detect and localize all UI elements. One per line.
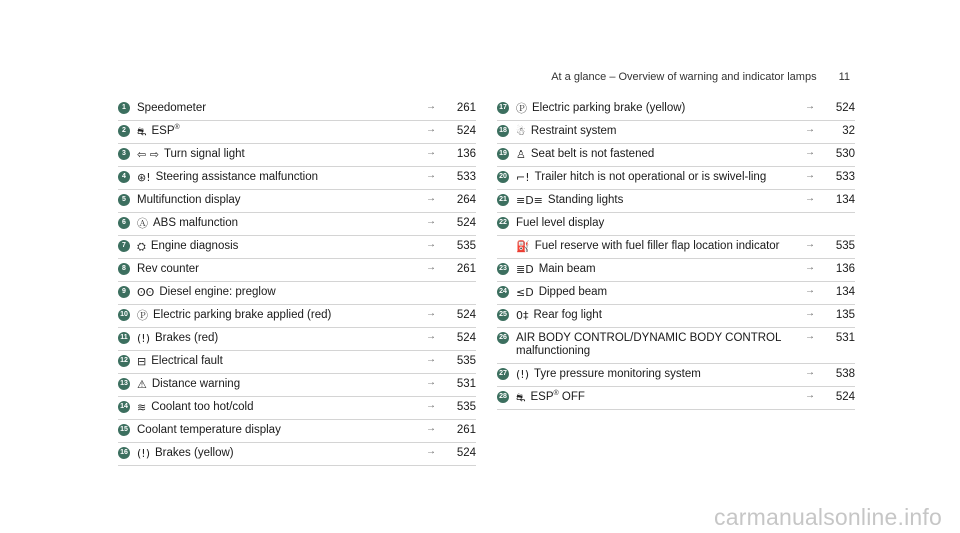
item-number-badge: 18 <box>497 125 509 137</box>
item-label <box>534 368 805 381</box>
page-reference-arrow: → <box>805 285 815 296</box>
indicator-lamp-icon: (!) <box>137 332 150 345</box>
item-label <box>151 240 426 253</box>
list-item <box>118 259 476 282</box>
item-label-text: Restraint system <box>530 125 617 137</box>
page-reference-arrow: → <box>426 377 436 388</box>
item-label <box>137 263 426 276</box>
item-number-badge: 26 <box>497 332 509 344</box>
item-number-badge: 4 <box>118 171 130 183</box>
item-label-text: Dipped beam <box>538 286 608 298</box>
item-label-text: Speedometer <box>137 102 207 114</box>
indicator-lamp-icon: 0‡ <box>516 309 529 322</box>
item-label-text: Electrical fault <box>151 355 223 367</box>
page-reference-link[interactable]: 524 <box>835 102 855 114</box>
list-item <box>497 305 855 328</box>
item-label <box>151 401 426 414</box>
page-reference-link[interactable]: 524 <box>456 332 476 344</box>
item-number-badge: 2 <box>118 125 130 137</box>
page-reference-arrow: → <box>426 239 436 250</box>
page-reference-link[interactable]: 530 <box>835 148 855 160</box>
indicator-lamp-icon: (!) <box>137 447 150 460</box>
item-label-text: Electric parking brake applied (red) <box>153 309 332 321</box>
page-reference-link[interactable]: 524 <box>456 309 476 321</box>
page-reference-arrow: → <box>426 170 436 181</box>
item-label-text: Brakes (red) <box>155 332 219 344</box>
page-reference-arrow: → <box>805 147 815 158</box>
item-label <box>534 309 806 322</box>
list-item <box>118 328 476 351</box>
item-number-badge: 14 <box>118 401 130 413</box>
item-label-text: ESP <box>151 125 175 137</box>
item-number-badge: 27 <box>497 368 509 380</box>
item-number-badge: 24 <box>497 286 509 298</box>
list-item <box>497 364 855 387</box>
item-number-badge: 25 <box>497 309 509 321</box>
indicator-lamp-icon: ⚠ <box>137 378 147 391</box>
item-label <box>137 102 426 115</box>
list-item <box>118 144 476 167</box>
item-label <box>156 171 426 184</box>
page-reference-arrow: → <box>805 331 815 342</box>
item-label <box>153 309 426 322</box>
page-reference-link[interactable]: 136 <box>835 263 855 275</box>
page-reference-arrow: → <box>805 367 815 378</box>
list-item <box>118 167 476 190</box>
page-reference-link[interactable]: 135 <box>835 309 855 321</box>
list-item <box>118 190 476 213</box>
list-item <box>497 98 855 121</box>
item-label-text: Standing lights <box>547 194 624 206</box>
page-reference-link[interactable]: 531 <box>456 378 476 390</box>
page-reference-arrow: → <box>805 193 815 204</box>
page-reference-link[interactable]: 261 <box>456 263 476 275</box>
page-reference-arrow: → <box>426 193 436 204</box>
item-label <box>516 217 805 230</box>
item-label-text: Rev counter <box>137 263 200 275</box>
indicator-lamp-icon: ≡D≡ <box>516 194 543 207</box>
list-item <box>118 420 476 443</box>
item-label <box>152 125 427 138</box>
page-reference-arrow: → <box>426 262 436 273</box>
list-item <box>118 374 476 397</box>
item-label <box>539 286 805 299</box>
item-number-badge: 5 <box>118 194 130 206</box>
list-item <box>497 213 855 236</box>
list-item <box>118 305 476 328</box>
item-label-text: Coolant too hot/cold <box>151 401 254 413</box>
item-number-badge: 1 <box>118 102 130 114</box>
list-item <box>497 121 855 144</box>
list-item <box>497 387 855 410</box>
indicator-lamp-icon: ⛐ <box>516 391 526 404</box>
item-label <box>137 194 426 207</box>
page-reference-arrow: → <box>426 124 436 135</box>
item-label <box>539 263 805 276</box>
item-label-text: ABS malfunction <box>153 217 239 229</box>
item-label <box>151 355 426 368</box>
indicator-lamp-icon: ♙ <box>516 148 526 161</box>
page-number: 11 <box>838 71 850 83</box>
item-label-text: Multifunction display <box>137 194 241 206</box>
page-reference-arrow: → <box>805 262 815 273</box>
registered-mark: ® <box>553 390 559 398</box>
item-number-badge: 9 <box>118 286 130 298</box>
item-label-text: Main beam <box>538 263 596 275</box>
indicator-lamp-icon: ⇦ ⇨ <box>137 148 159 161</box>
item-number-badge: 6 <box>118 217 130 229</box>
page-reference-arrow: → <box>805 308 815 319</box>
item-label <box>152 378 426 391</box>
item-label <box>137 424 426 437</box>
page-reference-link[interactable]: 32 <box>842 125 855 137</box>
item-label <box>548 194 805 207</box>
list-item <box>497 259 855 282</box>
item-number-badge: 11 <box>118 332 130 344</box>
item-label <box>153 217 426 230</box>
item-number-badge: 13 <box>118 378 130 390</box>
item-label-text: Engine diagnosis <box>150 240 239 252</box>
list-item <box>118 121 476 144</box>
item-label-text: Seat belt is not fastened <box>530 148 655 160</box>
indicator-lamp-icon: ≤D <box>516 286 534 299</box>
list-item <box>497 144 855 167</box>
item-label-text: Distance warning <box>151 378 241 390</box>
page-reference-link[interactable]: 261 <box>456 424 476 436</box>
page-reference-arrow: → <box>805 390 815 401</box>
indicator-lamp-icon: Ⓟ <box>137 309 148 322</box>
page-reference-link[interactable]: 531 <box>835 332 855 344</box>
item-label-text: Tyre pressure monitoring system <box>534 368 701 380</box>
page-reference-arrow: → <box>805 124 815 135</box>
item-number-badge: 12 <box>118 355 130 367</box>
item-label-text: Trailer hitch is not operational or is swivel-ling <box>534 171 767 183</box>
indicator-lamp-icon: ⛭ <box>137 240 146 253</box>
page-reference-arrow: → <box>426 216 436 227</box>
list-item <box>497 236 855 259</box>
page-header <box>551 71 850 83</box>
indicator-lamp-icon: ⊟ <box>137 355 147 368</box>
list-item <box>118 236 476 259</box>
list-item <box>118 397 476 420</box>
indicator-lamp-icon: Ⓐ <box>137 217 148 230</box>
item-label-text: Rear fog light <box>533 309 602 321</box>
item-number-badge: 3 <box>118 148 130 160</box>
item-number-badge: 17 <box>497 102 509 114</box>
page-reference-arrow: → <box>426 147 436 158</box>
item-number-badge: 10 <box>118 309 130 321</box>
page-reference-arrow: → <box>426 308 436 319</box>
list-item <box>497 328 855 364</box>
item-number-badge: 19 <box>497 148 509 160</box>
page-reference-link[interactable]: 134 <box>835 286 855 298</box>
indicator-lamp-icon: ⛐ <box>137 125 147 138</box>
item-number-badge: 20 <box>497 171 509 183</box>
page-reference-link[interactable]: 136 <box>456 148 476 160</box>
item-label <box>164 148 426 161</box>
item-label-text: AIR BODY CONTROL/DYNAMIC BODY CONTROL malfunctioning <box>516 332 781 357</box>
page-reference-arrow: → <box>805 101 815 112</box>
watermark: carmanualsonline.info <box>714 504 942 530</box>
page-reference-link[interactable]: 264 <box>456 194 476 206</box>
item-number-badge: 28 <box>497 391 509 403</box>
page-reference-arrow: → <box>426 400 436 411</box>
page-reference-link[interactable]: 535 <box>456 240 476 252</box>
page-reference-link[interactable]: 533 <box>456 171 476 183</box>
item-label-text: Turn signal light <box>163 148 245 160</box>
item-number-badge: 23 <box>497 263 509 275</box>
item-label-text: ESP <box>530 391 554 403</box>
indicator-lamp-icon: ⌐! <box>516 171 530 184</box>
indicator-lamp-icon: ≣D <box>516 263 534 276</box>
indicator-lamp-icon: Ⓟ <box>516 102 527 115</box>
item-label-text: Coolant temperature display <box>137 424 281 436</box>
page-reference-link[interactable]: 134 <box>835 194 855 206</box>
indicator-lamp-icon: ⊛! <box>137 171 151 184</box>
page-reference-link[interactable]: 533 <box>835 171 855 183</box>
item-label <box>155 447 426 460</box>
page-reference-link[interactable]: 524 <box>456 125 476 137</box>
page-reference-arrow: → <box>426 331 436 342</box>
indicator-lamp-icon: ʘʘ <box>137 286 155 299</box>
page-reference-link[interactable]: 538 <box>835 368 855 380</box>
page-reference-link[interactable]: 524 <box>456 217 476 229</box>
item-label <box>531 148 805 161</box>
item-number-badge: 7 <box>118 240 130 252</box>
left-column <box>118 98 476 466</box>
list-item <box>497 167 855 190</box>
item-label-text: Electric parking brake (yellow) <box>532 102 686 114</box>
item-label <box>159 286 426 299</box>
list-item <box>497 190 855 213</box>
indicator-lamp-icon: ☃ <box>516 125 526 138</box>
right-column <box>497 98 855 410</box>
item-label <box>516 332 805 358</box>
item-label <box>531 125 805 138</box>
list-item <box>118 351 476 374</box>
item-number-badge: 8 <box>118 263 130 275</box>
item-label-suffix: OFF <box>558 391 585 403</box>
item-label <box>535 240 805 253</box>
page-reference-arrow: → <box>426 101 436 112</box>
registered-mark: ® <box>174 124 180 132</box>
item-label-text: Brakes (yellow) <box>155 447 234 459</box>
item-label <box>532 102 805 115</box>
page-reference-link[interactable]: 535 <box>456 355 476 367</box>
page-reference-arrow: → <box>426 354 436 365</box>
item-label-text: Fuel level display <box>516 217 605 229</box>
item-label-text: Fuel reserve with fuel filler flap location indicator <box>534 240 780 252</box>
list-item <box>118 213 476 236</box>
item-label <box>535 171 805 184</box>
indicator-lamp-icon: (!) <box>516 368 529 381</box>
item-label <box>155 332 426 345</box>
item-number-badge: 22 <box>497 217 509 229</box>
page-reference-link[interactable]: 524 <box>456 447 476 459</box>
page-reference-link[interactable]: 261 <box>456 102 476 114</box>
page-reference-link[interactable]: 535 <box>835 240 855 252</box>
page-reference-link[interactable]: 535 <box>456 401 476 413</box>
item-label <box>531 391 806 404</box>
item-number-badge: 16 <box>118 447 130 459</box>
page-reference-arrow: → <box>805 239 815 250</box>
header-title: At a glance – Overview of warning and indicator lamps <box>551 71 817 83</box>
page-reference-link[interactable]: 524 <box>835 391 855 403</box>
page-reference-arrow: → <box>426 446 436 457</box>
item-number-badge: 15 <box>118 424 130 436</box>
item-number-badge: 21 <box>497 194 509 206</box>
list-item <box>497 282 855 305</box>
page-reference-arrow: → <box>426 423 436 434</box>
item-label-text: Diesel engine: preglow <box>159 286 276 298</box>
indicator-lamp-icon: ⛽ <box>516 240 530 253</box>
page-reference-arrow: → <box>805 170 815 181</box>
list-item <box>118 98 476 121</box>
item-label-text: Steering assistance malfunction <box>155 171 319 183</box>
list-item <box>118 282 476 305</box>
indicator-lamp-icon: ≋ <box>137 401 147 414</box>
list-item <box>118 443 476 466</box>
